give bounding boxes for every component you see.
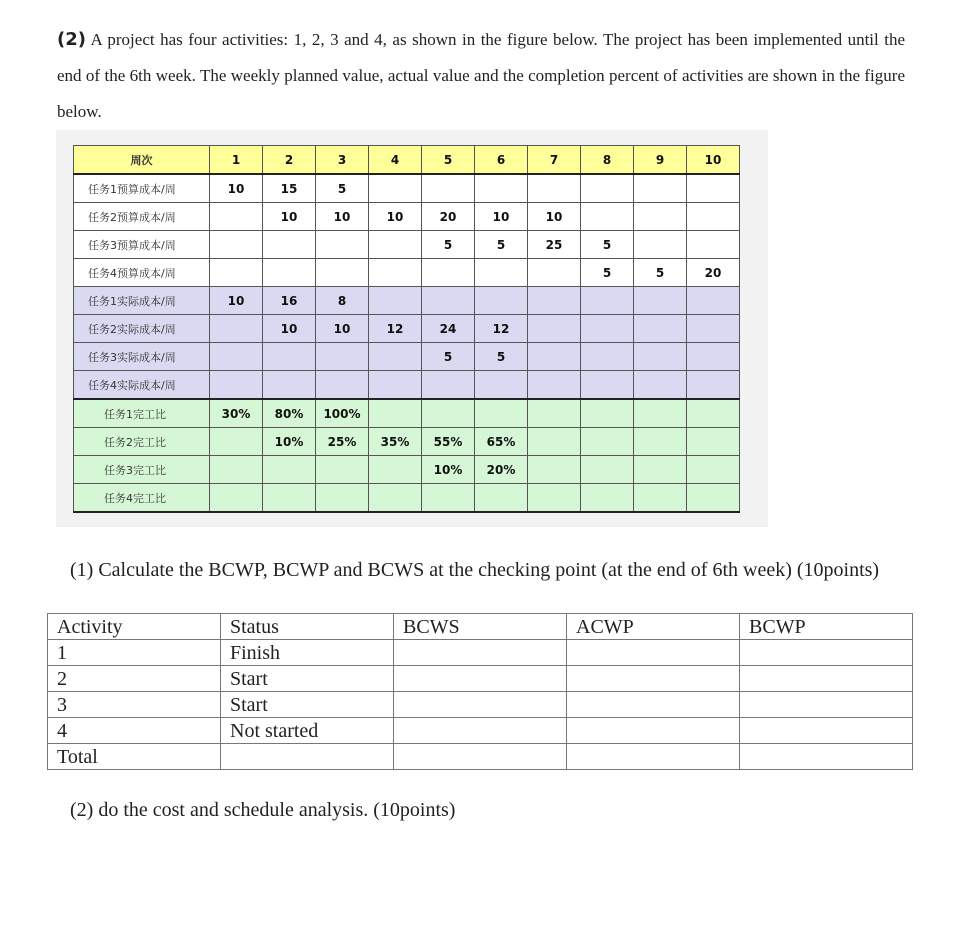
table-cell bbox=[210, 428, 263, 456]
table-cell bbox=[581, 371, 634, 400]
actual-cost-row bbox=[74, 343, 740, 371]
question-2: (2) do the cost and schedule analysis. (10points) bbox=[70, 799, 456, 821]
planned-cost-row bbox=[74, 174, 740, 203]
problem-number: (2) bbox=[57, 29, 86, 50]
table-cell bbox=[369, 343, 422, 371]
table-cell: 7 bbox=[528, 146, 581, 175]
column-header: ACWP bbox=[567, 614, 740, 640]
column-header: Activity bbox=[48, 614, 221, 640]
table-cell bbox=[369, 174, 422, 203]
table-cell bbox=[316, 484, 369, 513]
table-cell: 35% bbox=[369, 428, 422, 456]
planned-cost-row bbox=[74, 203, 740, 231]
table-cell bbox=[687, 287, 740, 315]
table-cell: 5 bbox=[475, 343, 528, 371]
row-label: 任务4预算成本/周 bbox=[74, 259, 210, 287]
table-cell bbox=[369, 287, 422, 315]
table-cell bbox=[634, 203, 687, 231]
table-cell bbox=[210, 203, 263, 231]
table-cell: 20% bbox=[475, 456, 528, 484]
answer-cell bbox=[567, 666, 740, 692]
row-label: 任务2完工比 bbox=[74, 428, 210, 456]
table-cell bbox=[634, 287, 687, 315]
table-cell bbox=[687, 343, 740, 371]
answer-row bbox=[48, 718, 913, 744]
answer-cell bbox=[740, 666, 913, 692]
table-cell bbox=[210, 315, 263, 343]
table-cell bbox=[687, 428, 740, 456]
table-cell: 10 bbox=[210, 287, 263, 315]
answer-cell bbox=[394, 692, 567, 718]
answer-cell bbox=[567, 744, 740, 770]
table-cell bbox=[528, 371, 581, 400]
row-label: 任务3实际成本/周 bbox=[74, 343, 210, 371]
table-cell: 1 bbox=[210, 146, 263, 175]
table-cell bbox=[528, 428, 581, 456]
answer-cell bbox=[567, 640, 740, 666]
answer-cell bbox=[740, 744, 913, 770]
answer-table bbox=[47, 613, 913, 770]
table-cell bbox=[475, 399, 528, 428]
table-cell bbox=[316, 371, 369, 400]
table-cell bbox=[581, 315, 634, 343]
table-cell: 12 bbox=[369, 315, 422, 343]
table-cell bbox=[528, 484, 581, 513]
table-cell bbox=[369, 456, 422, 484]
completion-row bbox=[74, 428, 740, 456]
planned-cost-row bbox=[74, 231, 740, 259]
table-cell bbox=[634, 456, 687, 484]
table-cell bbox=[634, 231, 687, 259]
table-cell: 24 bbox=[422, 315, 475, 343]
table-cell: 65% bbox=[475, 428, 528, 456]
column-header: Status bbox=[221, 614, 394, 640]
problem-text: A project has four activities: 1, 2, 3 and 4, as shown in the figure below. The project has been implemented until the end of the 6th week. The weekly planned value, actual value and the completion percent of activities are shown in the figure below. bbox=[57, 30, 905, 121]
completion-row bbox=[74, 484, 740, 513]
project-data-table bbox=[73, 145, 740, 513]
answer-cell: 2 bbox=[48, 666, 221, 692]
table-cell bbox=[475, 174, 528, 203]
table-cell bbox=[634, 371, 687, 400]
table-cell bbox=[210, 484, 263, 513]
table-cell bbox=[369, 399, 422, 428]
table-cell bbox=[369, 484, 422, 513]
answer-cell bbox=[740, 718, 913, 744]
row-label: 任务4完工比 bbox=[74, 484, 210, 513]
answer-cell: Start bbox=[221, 666, 394, 692]
table-cell bbox=[263, 484, 316, 513]
row-label: 任务1完工比 bbox=[74, 399, 210, 428]
completion-row bbox=[74, 456, 740, 484]
table-cell bbox=[634, 315, 687, 343]
table-cell: 80% bbox=[263, 399, 316, 428]
table-cell bbox=[581, 174, 634, 203]
table-cell bbox=[634, 399, 687, 428]
answer-cell bbox=[740, 692, 913, 718]
table-cell: 10 bbox=[210, 174, 263, 203]
answer-row bbox=[48, 692, 913, 718]
table-cell bbox=[687, 371, 740, 400]
table-cell: 3 bbox=[316, 146, 369, 175]
table-cell bbox=[634, 484, 687, 513]
table-cell bbox=[528, 456, 581, 484]
table-cell bbox=[581, 428, 634, 456]
answer-row bbox=[48, 744, 913, 770]
table-cell bbox=[422, 287, 475, 315]
table-cell bbox=[210, 456, 263, 484]
table-cell bbox=[528, 259, 581, 287]
table-cell bbox=[210, 259, 263, 287]
table-cell bbox=[210, 371, 263, 400]
table-cell: 10 bbox=[263, 315, 316, 343]
table-cell bbox=[528, 399, 581, 428]
answer-cell: 3 bbox=[48, 692, 221, 718]
actual-cost-row bbox=[74, 371, 740, 400]
table-cell bbox=[528, 343, 581, 371]
table-cell bbox=[581, 399, 634, 428]
table-cell bbox=[581, 287, 634, 315]
row-label: 周次 bbox=[74, 146, 210, 175]
row-label: 任务3预算成本/周 bbox=[74, 231, 210, 259]
answer-cell bbox=[394, 666, 567, 692]
problem-intro bbox=[57, 22, 905, 130]
table-cell: 10% bbox=[422, 456, 475, 484]
answer-cell: Total bbox=[48, 744, 221, 770]
table-cell bbox=[263, 343, 316, 371]
answer-cell bbox=[394, 640, 567, 666]
table-cell bbox=[210, 231, 263, 259]
table-cell bbox=[422, 484, 475, 513]
table-cell: 16 bbox=[263, 287, 316, 315]
answer-cell bbox=[221, 744, 394, 770]
table-cell bbox=[369, 371, 422, 400]
actual-cost-row bbox=[74, 315, 740, 343]
table-cell bbox=[422, 371, 475, 400]
table-cell: 5 bbox=[581, 231, 634, 259]
table-cell: 25 bbox=[528, 231, 581, 259]
table-cell: 5 bbox=[475, 231, 528, 259]
table-cell: 4 bbox=[369, 146, 422, 175]
table-cell: 6 bbox=[475, 146, 528, 175]
table-cell: 5 bbox=[422, 231, 475, 259]
answer-cell: Finish bbox=[221, 640, 394, 666]
table-cell: 5 bbox=[316, 174, 369, 203]
table-cell bbox=[422, 259, 475, 287]
table-cell: 10 bbox=[316, 203, 369, 231]
table-cell bbox=[316, 259, 369, 287]
table-cell: 10 bbox=[263, 203, 316, 231]
table-cell bbox=[528, 174, 581, 203]
table-cell bbox=[687, 456, 740, 484]
answer-cell: Not started bbox=[221, 718, 394, 744]
table-cell bbox=[634, 343, 687, 371]
table-cell bbox=[581, 456, 634, 484]
table-cell: 55% bbox=[422, 428, 475, 456]
row-label: 任务1实际成本/周 bbox=[74, 287, 210, 315]
table-cell bbox=[316, 343, 369, 371]
answer-cell bbox=[567, 692, 740, 718]
table-cell bbox=[687, 315, 740, 343]
table-cell bbox=[422, 174, 475, 203]
table-cell: 10 bbox=[687, 146, 740, 175]
table-cell bbox=[316, 231, 369, 259]
table-cell: 25% bbox=[316, 428, 369, 456]
answer-cell: Start bbox=[221, 692, 394, 718]
table-cell: 30% bbox=[210, 399, 263, 428]
table-cell: 20 bbox=[422, 203, 475, 231]
table-cell: 5 bbox=[422, 146, 475, 175]
table-cell: 8 bbox=[316, 287, 369, 315]
answer-row bbox=[48, 666, 913, 692]
table-cell bbox=[369, 259, 422, 287]
table-cell bbox=[581, 484, 634, 513]
table-cell: 12 bbox=[475, 315, 528, 343]
table-cell: 10% bbox=[263, 428, 316, 456]
answer-row bbox=[48, 640, 913, 666]
table-cell bbox=[316, 456, 369, 484]
answer-cell bbox=[567, 718, 740, 744]
answer-header-row bbox=[48, 614, 913, 640]
answer-cell bbox=[394, 744, 567, 770]
table-cell: 10 bbox=[528, 203, 581, 231]
table-cell bbox=[634, 174, 687, 203]
table-cell bbox=[687, 231, 740, 259]
answer-cell bbox=[394, 718, 567, 744]
table-cell bbox=[263, 456, 316, 484]
table-cell bbox=[263, 259, 316, 287]
table-cell bbox=[581, 343, 634, 371]
answer-cell: 1 bbox=[48, 640, 221, 666]
table-cell: 15 bbox=[263, 174, 316, 203]
table-cell: 5 bbox=[422, 343, 475, 371]
table-cell bbox=[210, 343, 263, 371]
table-cell bbox=[475, 259, 528, 287]
planned-cost-row bbox=[74, 259, 740, 287]
table-cell bbox=[369, 231, 422, 259]
table-cell bbox=[475, 371, 528, 400]
table-cell: 5 bbox=[634, 259, 687, 287]
question-1: (1) Calculate the BCWP, BCWP and BCWS at the checking point (at the end of 6th week) (10points) bbox=[70, 559, 880, 581]
row-label: 任务3完工比 bbox=[74, 456, 210, 484]
table-cell bbox=[475, 484, 528, 513]
table-cell: 5 bbox=[581, 259, 634, 287]
column-header: BCWP bbox=[740, 614, 913, 640]
row-label: 任务4实际成本/周 bbox=[74, 371, 210, 400]
table-cell bbox=[687, 484, 740, 513]
table-cell: 10 bbox=[369, 203, 422, 231]
table-cell bbox=[634, 428, 687, 456]
column-header: BCWS bbox=[394, 614, 567, 640]
table-cell: 2 bbox=[263, 146, 316, 175]
header-row bbox=[74, 146, 740, 175]
row-label: 任务1预算成本/周 bbox=[74, 174, 210, 203]
table-cell bbox=[263, 371, 316, 400]
row-label: 任务2预算成本/周 bbox=[74, 203, 210, 231]
table-cell: 8 bbox=[581, 146, 634, 175]
table-cell bbox=[263, 231, 316, 259]
table-cell bbox=[687, 174, 740, 203]
table-cell: 10 bbox=[475, 203, 528, 231]
table-cell bbox=[475, 287, 528, 315]
table-cell bbox=[422, 399, 475, 428]
answer-cell: 4 bbox=[48, 718, 221, 744]
table-cell bbox=[528, 287, 581, 315]
table-cell: 9 bbox=[634, 146, 687, 175]
table-cell bbox=[581, 203, 634, 231]
answer-cell bbox=[740, 640, 913, 666]
table-cell: 100% bbox=[316, 399, 369, 428]
completion-row bbox=[74, 399, 740, 428]
table-cell: 10 bbox=[316, 315, 369, 343]
row-label: 任务2实际成本/周 bbox=[74, 315, 210, 343]
table-cell bbox=[687, 399, 740, 428]
table-cell bbox=[528, 315, 581, 343]
actual-cost-row bbox=[74, 287, 740, 315]
table-cell: 20 bbox=[687, 259, 740, 287]
table-cell bbox=[687, 203, 740, 231]
